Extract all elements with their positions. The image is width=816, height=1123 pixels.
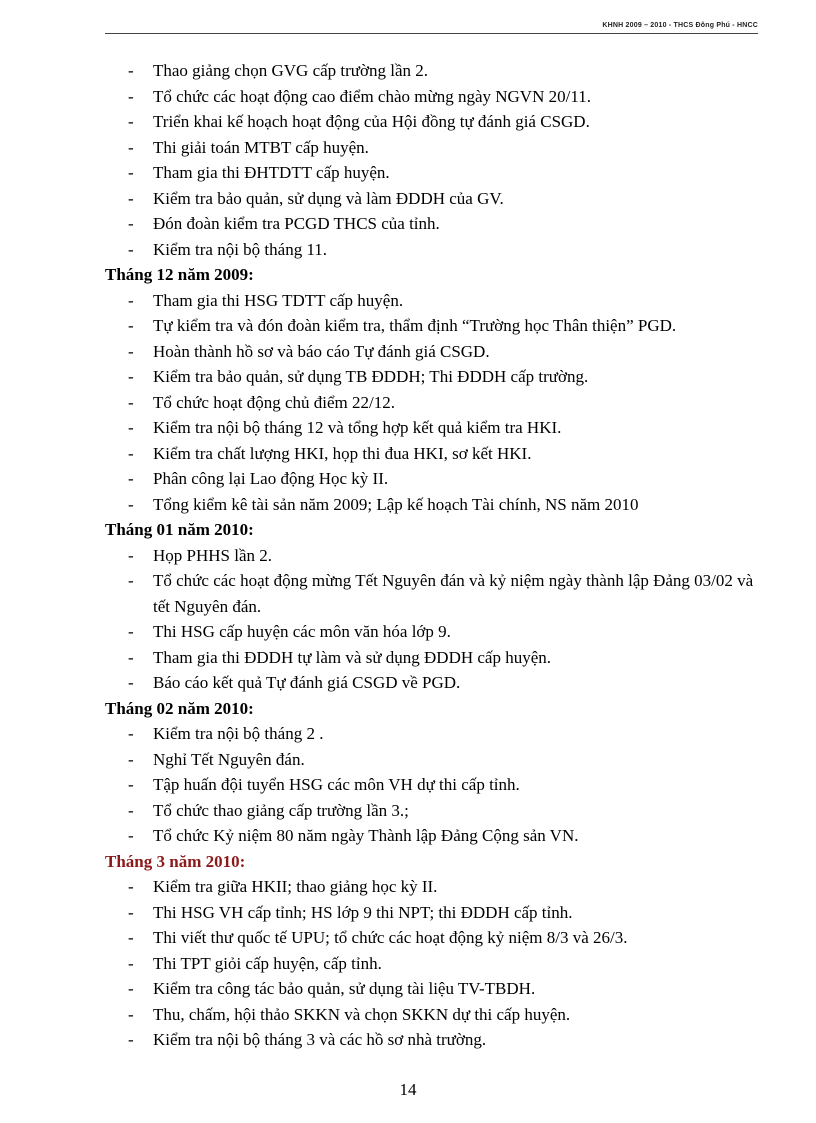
bullet-dash: -: [128, 800, 134, 820]
list-item: - Nghỉ Tết Nguyên đán.: [105, 747, 765, 773]
bullet-dash: -: [128, 188, 134, 208]
section-list-february-2010: [105, 721, 765, 849]
section-list-march-2010: [105, 874, 765, 1053]
list-item: - Kiểm tra giữa HKII; thao giảng học kỳ II.: [105, 874, 765, 900]
section-heading-december-2009: Tháng 12 năm 2009:: [105, 265, 254, 284]
bullet-dash: -: [128, 341, 134, 361]
list-item: - Kiểm tra nội bộ tháng 12 và tổng hợp kết quả kiểm tra HKI.: [105, 415, 765, 441]
bullet-dash: -: [128, 979, 134, 998]
bullet-dash: -: [128, 1030, 134, 1049]
list-item: - Kiểm tra nội bộ tháng 2 .: [105, 721, 765, 747]
list-item: - Hoàn thành hồ sơ và báo cáo Tự đánh giá CSGD.: [105, 339, 765, 365]
list-item: - Thi HSG VH cấp tỉnh; HS lớp 9 thi NPT; thi ĐDDH cấp tỉnh.: [105, 900, 765, 926]
list-item: - Tham gia thi ĐHTDTT cấp huyện.: [105, 160, 765, 186]
bullet-dash: -: [128, 163, 134, 182]
document-body: [105, 58, 765, 1053]
header-divider: [105, 33, 758, 34]
bullet-dash: -: [128, 137, 134, 157]
bullet-dash: -: [128, 1004, 134, 1024]
bullet-dash: -: [128, 647, 134, 667]
list-item: - Tổ chức các hoạt động cao điểm chào mừng ngày NGVN 20/11.: [105, 84, 765, 110]
section-heading-february-2010: Tháng 02 năm 2010:: [105, 698, 254, 718]
list-item: - Kiểm tra nội bộ tháng 3 và các hồ sơ nhà trường.: [105, 1027, 765, 1053]
list-item: - Thi viết thư quốc tế UPU; tổ chức các hoạt động kỷ niệm 8/3 và 26/3.: [105, 925, 765, 951]
bullet-dash: -: [128, 494, 134, 514]
list-item: - Họp PHHS lần 2.: [105, 543, 765, 569]
list-item: - Báo cáo kết quả Tự đánh giá CSGD về PGD.: [105, 670, 765, 696]
list-item: - Phân công lại Lao động Học kỳ II.: [105, 466, 765, 492]
list-item: - Tham gia thi HSG TDTT cấp huyện.: [105, 288, 765, 314]
bullet-dash: -: [128, 775, 134, 794]
list-item: - Tổ chức hoạt động chủ điểm 22/12.: [105, 390, 765, 416]
bullet-dash: -: [128, 928, 134, 947]
list-item: - Tổ chức Kỷ niệm 80 năm ngày Thành lập Đảng Cộng sản VN.: [105, 823, 765, 849]
list-item: - Đón đoàn kiểm tra PCGD THCS của tỉnh.: [105, 211, 765, 237]
list-item: - Kiểm tra bảo quản, sử dụng và làm ĐDDH của GV.: [105, 186, 765, 212]
bullet-dash: -: [128, 112, 134, 131]
bullet-dash: -: [128, 724, 134, 743]
list-item: - Thao giảng chọn GVG cấp trường lần 2.: [105, 58, 765, 84]
bullet-dash: -: [128, 877, 134, 896]
list-item: - Thi TPT giỏi cấp huyện, cấp tỉnh.: [105, 951, 765, 977]
list-item: - Tổ chức các hoạt động mừng Tết Nguyên đán và kỷ niệm ngày thành lập Đảng 03/02 và tết Nguyên đán.: [105, 568, 765, 619]
bullet-dash: -: [128, 367, 134, 386]
section-list-december-2009: [105, 288, 765, 518]
list-item: - Kiểm tra nội bộ tháng 11.: [105, 237, 765, 263]
list-item: - Tổ chức thao giảng cấp trường lần 3.;: [105, 798, 765, 824]
list-item: - Tổng kiểm kê tài sản năm 2009; Lập kế hoạch Tài chính, NS năm 2010: [105, 492, 765, 518]
list-item: - Tự kiểm tra và đón đoàn kiểm tra, thẩm định “Trường học Thân thiện” PGD.: [105, 313, 765, 339]
bullet-dash: -: [128, 86, 134, 106]
running-header: KHNH 2009 – 2010 - THCS Đông Phú - HNCC: [602, 22, 758, 29]
bullet-dash: -: [128, 418, 134, 437]
section-heading-march-2010: Tháng 3 năm 2010:: [105, 851, 246, 871]
list-item: - Kiểm tra chất lượng HKI, họp thi đua HKI, sơ kết HKI.: [105, 441, 765, 467]
list-item: - Kiểm tra công tác bảo quản, sử dụng tài liệu TV-TBDH.: [105, 976, 765, 1002]
bullet-dash: -: [128, 469, 134, 488]
page-number: 14: [399, 1080, 417, 1099]
bullet-dash: -: [128, 622, 134, 641]
bullet-dash: -: [128, 61, 134, 80]
list-item: - Tham gia thi ĐDDH tự làm và sử dụng ĐDDH cấp huyện.: [105, 645, 765, 671]
bullet-dash: -: [128, 290, 134, 310]
section-heading-january-2010: Tháng 01 năm 2010:: [105, 520, 254, 539]
bullet-dash: -: [128, 545, 134, 565]
bullet-dash: -: [128, 392, 134, 412]
bullet-dash: -: [128, 239, 134, 259]
list-item: - Thu, chấm, hội thảo SKKN và chọn SKKN dự thi cấp huyện.: [105, 1002, 765, 1028]
list-item: - Tập huấn đội tuyển HSG các môn VH dự thi cấp tỉnh.: [105, 772, 765, 798]
bullet-dash: -: [128, 443, 134, 463]
bullet-dash: -: [128, 953, 134, 973]
list-item: - Kiểm tra bảo quản, sử dụng TB ĐDDH; Thi ĐDDH cấp trường.: [105, 364, 765, 390]
list-item: - Thi giải toán MTBT cấp huyện.: [105, 135, 765, 161]
section-list-january-2010: [105, 543, 765, 696]
list-item: - Thi HSG cấp huyện các môn văn hóa lớp 9.: [105, 619, 765, 645]
bullet-dash: -: [128, 673, 134, 692]
bullet-dash: -: [128, 902, 134, 922]
bullet-dash: -: [128, 826, 134, 845]
bullet-dash: -: [128, 214, 134, 233]
list-item: - Triển khai kế hoạch hoạt động của Hội đồng tự đánh giá CSGD.: [105, 109, 765, 135]
bullet-dash: -: [128, 749, 134, 769]
intro-list: [105, 58, 765, 262]
bullet-dash: -: [128, 316, 134, 335]
bullet-dash: -: [128, 571, 134, 590]
